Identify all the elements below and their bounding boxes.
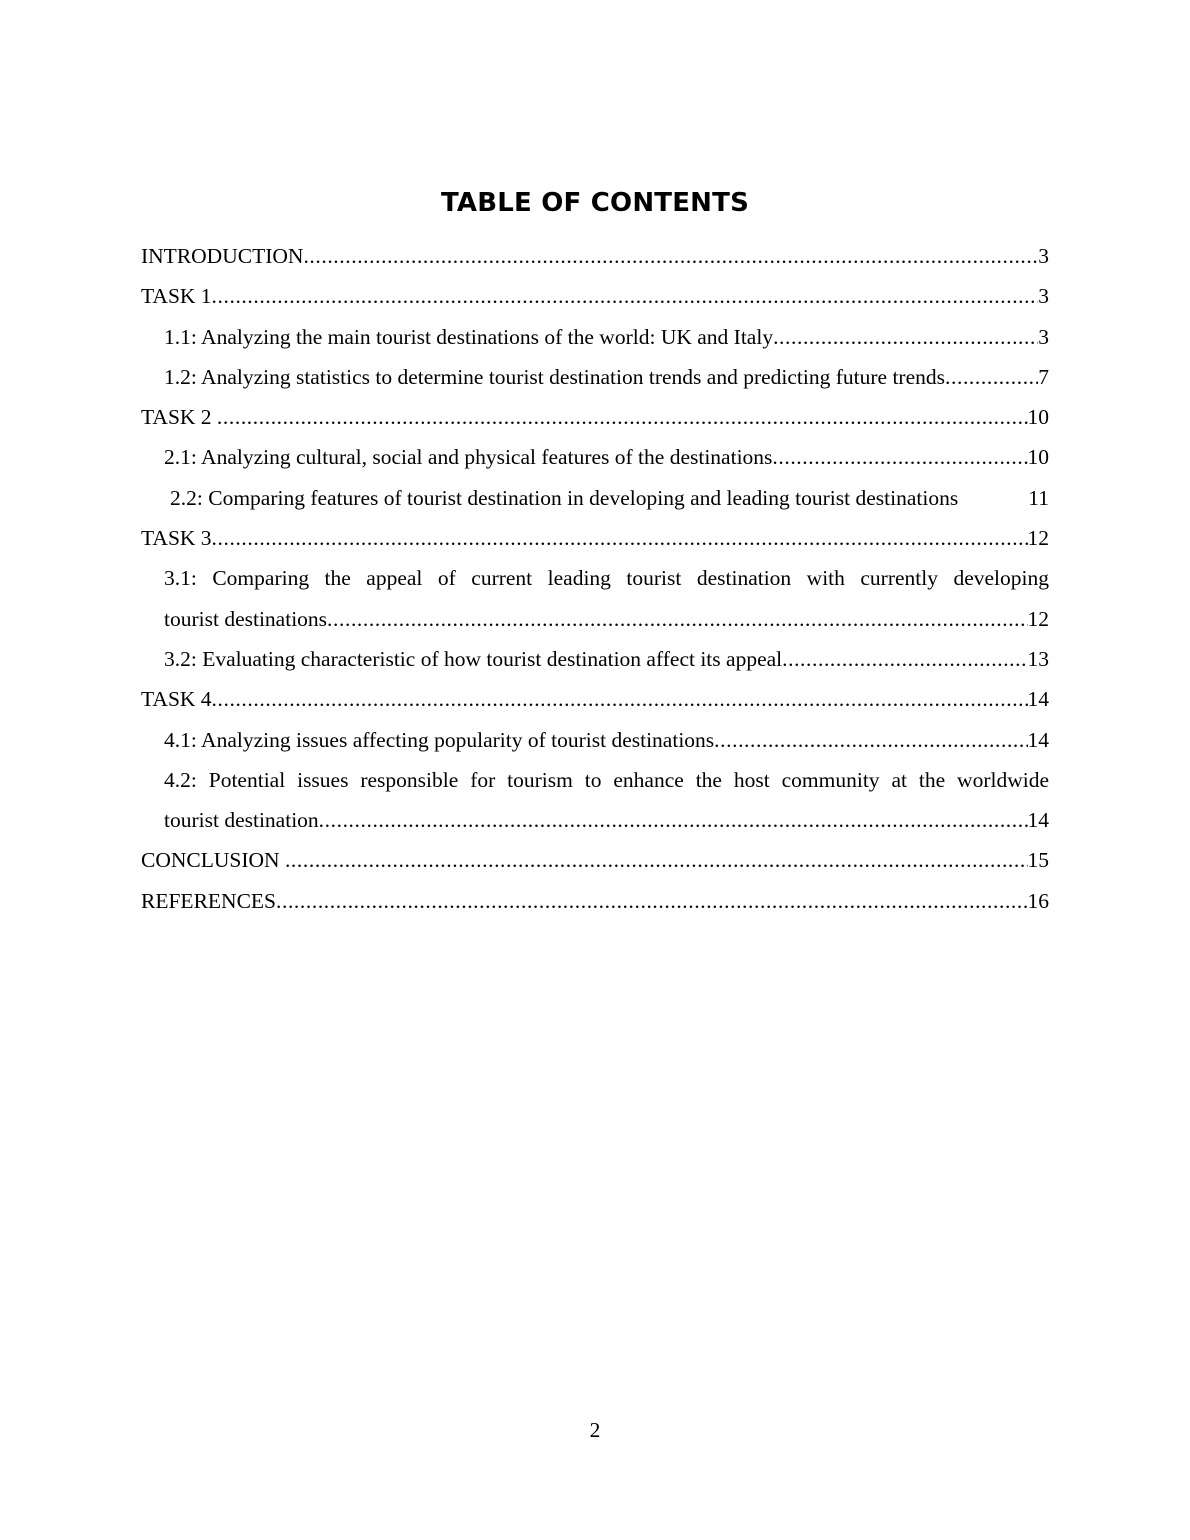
toc-entry-1-1[interactable]	[164, 317, 1049, 357]
toc-page-number: 3	[1038, 284, 1049, 309]
toc-entry-references[interactable]	[141, 881, 1049, 921]
toc-entry-task-2[interactable]	[141, 397, 1049, 437]
toc-page-number: 12	[1027, 526, 1049, 551]
toc-entry-label: 2.2: Comparing features of tourist destination in developing and leading tourist destinations	[170, 485, 959, 510]
toc-entry-label: TASK 1	[141, 284, 212, 309]
toc-page-number: 3	[1038, 324, 1049, 349]
table-of-contents	[141, 236, 1049, 921]
dot-leader	[945, 357, 1038, 397]
toc-page-number: 12	[1027, 606, 1049, 631]
toc-entry-label: 1.2: Analyzing statistics to determine tourist destination trends and predicting future trends	[164, 364, 946, 389]
dot-leader	[212, 679, 1028, 719]
toc-entry-label: TASK 2	[141, 405, 217, 430]
toc-entry-label: 1.1: Analyzing the main tourist destinations of the world: UK and Italy	[164, 324, 774, 349]
toc-entry-label-line-1: 3.1: Comparing the appeal of current leading tourist destination with currently developing	[164, 566, 1049, 591]
page-number: 2	[589, 1418, 601, 1442]
toc-page-number: 14	[1027, 727, 1049, 752]
toc-entry-task-4[interactable]	[141, 679, 1049, 719]
toc-entry-3-1[interactable]	[164, 558, 1049, 639]
toc-entry-label: 2.1: Analyzing cultural, social and physical features of the destinations	[164, 445, 773, 470]
dot-leader	[212, 276, 1039, 316]
toc-title: TABLE OF CONTENTS	[440, 188, 749, 218]
toc-entry-label-line-2: tourist destination	[164, 808, 319, 833]
toc-page-number: 10	[1027, 445, 1049, 470]
toc-page-number: 15	[1027, 848, 1049, 873]
dot-leader	[714, 720, 1027, 760]
toc-entry-label: REFERENCES	[141, 888, 276, 913]
toc-page-number: 7	[1038, 364, 1049, 389]
toc-page-number: 13	[1027, 646, 1049, 671]
toc-entry-label: TASK 4	[141, 687, 212, 712]
toc-entry-label: 4.1: Analyzing issues affecting popularity of tourist destinations	[164, 727, 715, 752]
toc-entry-label: 3.2: Evaluating characteristic of how tourist destination affect its appeal	[164, 646, 783, 671]
toc-entry-label-line-2: tourist destinations	[164, 606, 328, 631]
toc-entry-4-1[interactable]	[164, 720, 1049, 760]
toc-entry-introduction[interactable]	[141, 236, 1049, 276]
toc-page-number: 3	[1038, 244, 1049, 268]
dot-leader	[303, 236, 1038, 276]
dot-leader	[276, 881, 1028, 921]
toc-entry-task-1[interactable]	[141, 276, 1049, 316]
toc-page-number: 10	[1027, 405, 1049, 430]
toc-entry-task-3[interactable]	[141, 518, 1049, 558]
toc-entry-2-1[interactable]	[164, 437, 1049, 477]
dot-leader	[327, 599, 1027, 639]
toc-entry-conclusion[interactable]	[141, 840, 1049, 880]
toc-page-number: 14	[1027, 808, 1049, 833]
toc-entry-label-line-1: 4.2: Potential issues responsible for tourism to enhance the host community at the worldwide	[164, 767, 1049, 792]
dot-leader	[782, 639, 1027, 679]
toc-page-number: 16	[1027, 888, 1049, 913]
dot-leader	[212, 518, 1028, 558]
toc-entry-2-2[interactable]	[170, 478, 1049, 518]
toc-entry-label: TASK 3	[141, 526, 212, 551]
toc-entry-4-2[interactable]	[164, 760, 1049, 841]
toc-entry-3-2[interactable]	[164, 639, 1049, 679]
dot-leader	[319, 800, 1028, 840]
toc-entry-label: CONCLUSION	[141, 848, 285, 873]
toc-entry-1-2[interactable]	[164, 357, 1049, 397]
dot-leader	[773, 317, 1038, 357]
dot-leader	[285, 840, 1028, 880]
toc-page-number: 14	[1027, 687, 1049, 712]
toc-page-number: 11	[1028, 485, 1049, 510]
dot-leader	[217, 397, 1028, 437]
toc-entry-label: INTRODUCTION	[141, 244, 304, 268]
dot-leader	[772, 437, 1027, 477]
